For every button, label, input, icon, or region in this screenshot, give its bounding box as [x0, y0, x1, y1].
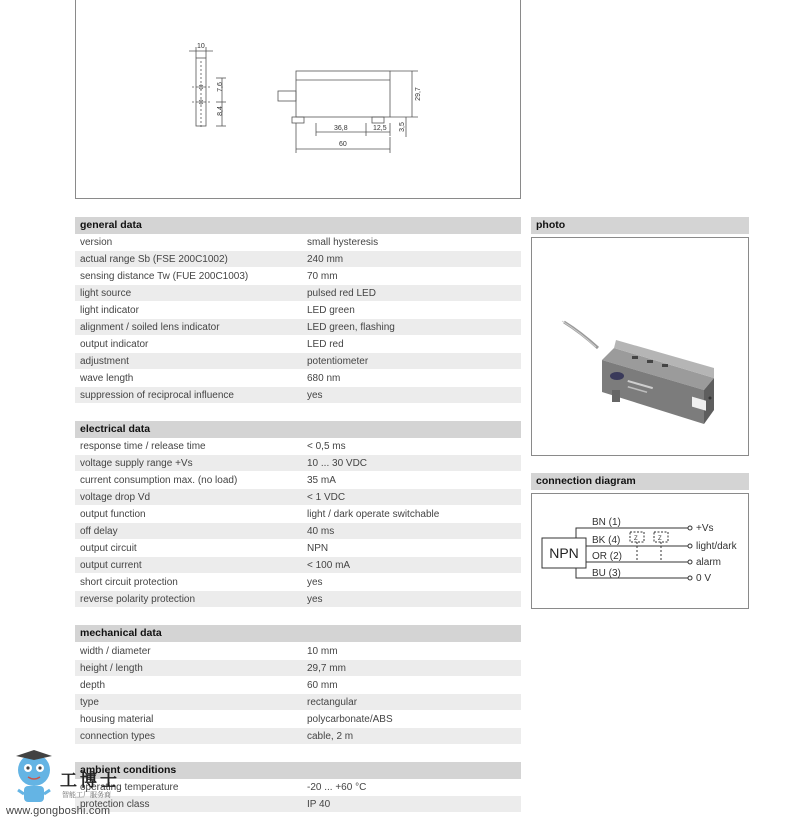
- table-row: [75, 728, 521, 745]
- section-header-connection: connection diagram: [531, 473, 749, 490]
- row-value: < 0,5 ms: [307, 441, 346, 452]
- dim-height: 29,7: [415, 87, 422, 101]
- connection-diagram: [531, 493, 749, 609]
- row-label: response time / release time: [80, 441, 206, 452]
- row-label: depth: [80, 680, 106, 691]
- row-value: 680 nm: [307, 373, 341, 384]
- row-label: height / length: [80, 663, 143, 674]
- row-label: suppression of reciprocal influence: [80, 390, 234, 401]
- section-header-general: general data: [75, 217, 521, 234]
- wire-label-or: OR (2): [592, 551, 622, 562]
- section-header-mechanical: mechanical data: [75, 625, 521, 642]
- row-label: reverse polarity protection: [80, 594, 196, 605]
- row-value: polycarbonate/ABS: [307, 714, 393, 725]
- section-header-ambient: ambient conditions: [75, 762, 521, 779]
- row-label: wave length: [80, 373, 134, 384]
- watermark-brand: 工博士: [60, 771, 120, 790]
- terminal-0v: 0 V: [696, 573, 712, 584]
- row-value: yes: [307, 390, 323, 401]
- row-value: 10 ... 30 VDC: [307, 458, 368, 469]
- sensor-photo-image: [532, 238, 750, 457]
- row-value: < 100 mA: [307, 560, 351, 571]
- row-label: actual range Sb (FSE 200C1002): [80, 254, 228, 265]
- row-label: version: [80, 237, 113, 248]
- table-row: [75, 677, 521, 694]
- row-value: 10 mm: [307, 646, 338, 657]
- dim-d2: 12,5: [373, 125, 387, 132]
- watermark-url: www.gongboshi.com: [6, 805, 111, 817]
- row-label: connection types: [80, 731, 156, 742]
- row-value: rectangular: [307, 697, 358, 708]
- row-label: output indicator: [80, 339, 149, 350]
- row-label: adjustment: [80, 356, 129, 367]
- zener-label-1: Z: [634, 536, 638, 542]
- row-label: voltage supply range +Vs: [80, 458, 193, 469]
- row-value: < 1 VDC: [307, 492, 346, 503]
- row-value: IP 40: [307, 799, 331, 810]
- table-row: [75, 574, 521, 591]
- table-row: [75, 489, 521, 506]
- row-label: operating temperature: [80, 782, 179, 793]
- row-label: housing material: [80, 714, 154, 725]
- electrical-data-table: [75, 438, 521, 608]
- row-value: yes: [307, 577, 323, 588]
- dim-h2: 8,4: [217, 106, 224, 116]
- dimension-drawing: [75, 0, 521, 199]
- row-value: yes: [307, 594, 323, 605]
- row-value: small hysteresis: [307, 237, 379, 248]
- row-label: alignment / soiled lens indicator: [80, 322, 220, 333]
- wire-label-bu: BU (3): [592, 568, 621, 579]
- table-row: [75, 319, 521, 336]
- product-photo: [531, 237, 749, 456]
- table-row: [75, 694, 521, 711]
- table-row: [75, 370, 521, 387]
- row-label: voltage drop Vd: [80, 492, 151, 503]
- row-label: output current: [80, 560, 142, 571]
- npn-label: NPN: [549, 545, 579, 561]
- row-label: type: [80, 697, 99, 708]
- row-label: light source: [80, 288, 132, 299]
- general-data-table: [75, 234, 521, 404]
- dim-h1: 7,6: [217, 82, 224, 92]
- row-label: short circuit protection: [80, 577, 178, 588]
- row-label: protection class: [80, 799, 150, 810]
- table-row: [75, 591, 521, 608]
- watermark-subtitle: 智能工厂服务商: [62, 792, 111, 799]
- section-header-electrical: electrical data: [75, 421, 521, 438]
- table-row: [75, 523, 521, 540]
- wire-label-bn: BN (1): [592, 517, 621, 528]
- table-row: [75, 353, 521, 370]
- row-value: light / dark operate switchable: [307, 509, 440, 520]
- table-row: [75, 540, 521, 557]
- table-row: [75, 711, 521, 728]
- row-label: light indicator: [80, 305, 139, 316]
- row-value: pulsed red LED: [307, 288, 376, 299]
- row-value: NPN: [307, 543, 329, 554]
- row-value: 29,7 mm: [307, 663, 346, 674]
- row-value: potentiometer: [307, 356, 369, 367]
- row-value: 40 ms: [307, 526, 335, 537]
- table-row: [75, 302, 521, 319]
- table-row: [75, 660, 521, 677]
- row-value: LED red: [307, 339, 344, 350]
- row-label: sensing distance Tw (FUE 200C1003): [80, 271, 249, 282]
- table-row: [75, 455, 521, 472]
- row-label: off delay: [80, 526, 118, 537]
- wire-label-bk: BK (4): [592, 535, 621, 546]
- table-row: [75, 336, 521, 353]
- row-value: LED green: [307, 305, 355, 316]
- connection-diagram-svg: [532, 494, 750, 610]
- table-row: [75, 557, 521, 574]
- row-value: 60 mm: [307, 680, 338, 691]
- table-row: [75, 438, 521, 455]
- dim-width-top: 10: [197, 43, 205, 50]
- mechanical-data-table: [75, 643, 521, 745]
- zener-label-2: Z: [658, 536, 662, 542]
- row-value: LED green, flashing: [307, 322, 395, 333]
- terminal-light-dark: light/dark: [696, 541, 737, 552]
- row-value: 240 mm: [307, 254, 344, 265]
- terminal-alarm: alarm: [696, 557, 722, 568]
- dimension-drawing-svg: [76, 0, 522, 200]
- terminal-vs: +Vs: [696, 523, 714, 534]
- table-row: [75, 506, 521, 523]
- table-row: [75, 285, 521, 302]
- dim-d1: 36,8: [334, 125, 348, 132]
- dim-d3: 3,5: [399, 122, 406, 132]
- table-row: [75, 472, 521, 489]
- row-label: width / diameter: [80, 646, 151, 657]
- row-label: current consumption max. (no load): [80, 475, 238, 486]
- table-row: [75, 643, 521, 660]
- row-value: 35 mA: [307, 475, 336, 486]
- dim-length: 60: [339, 141, 347, 148]
- table-row: [75, 268, 521, 285]
- row-label: output function: [80, 509, 146, 520]
- row-value: -20 ... +60 °C: [307, 782, 367, 793]
- row-value: 70 mm: [307, 271, 338, 282]
- section-header-photo: photo: [531, 217, 749, 234]
- table-row: [75, 251, 521, 268]
- table-row: [75, 234, 521, 251]
- row-value: cable, 2 m: [307, 731, 354, 742]
- row-label: output circuit: [80, 543, 137, 554]
- table-row: [75, 387, 521, 404]
